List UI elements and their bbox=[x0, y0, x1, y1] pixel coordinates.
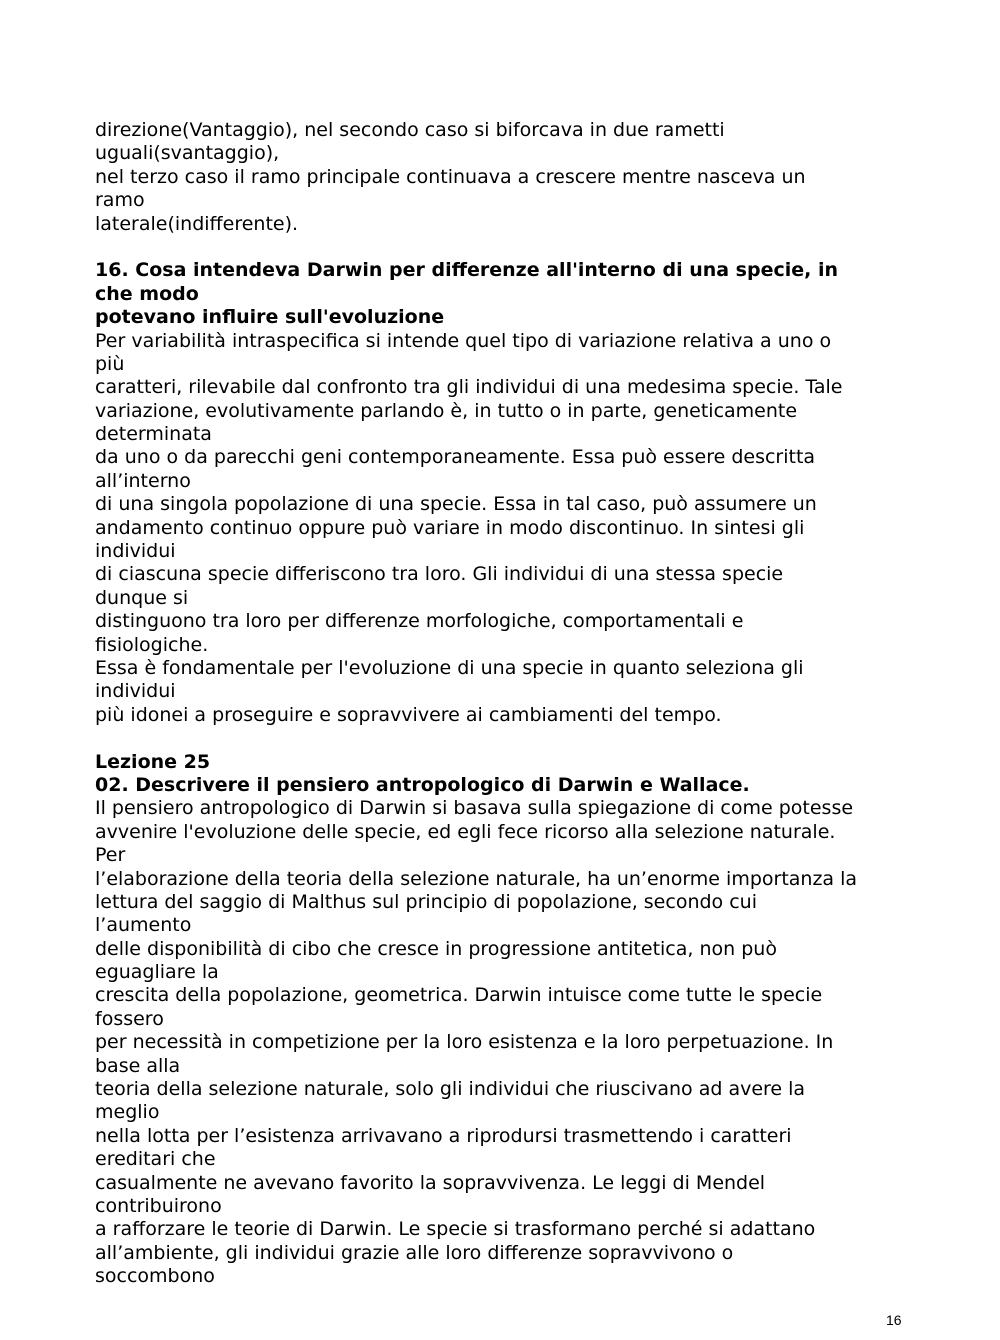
text-line: più bbox=[95, 352, 125, 375]
text-line: meglio bbox=[95, 1101, 160, 1124]
text-line: Per variabilità intraspecifica si intende quel tipo di variazione relativa a uno o bbox=[95, 329, 832, 352]
text-line: delle disponibilità di cibo che cresce in progressione antitetica, non può bbox=[95, 937, 777, 960]
paragraph-block bbox=[95, 119, 915, 236]
text-line: determinata bbox=[95, 423, 212, 446]
text-line: a rafforzare le teorie di Darwin. Le specie si trasformano perché si adattano bbox=[95, 1218, 816, 1241]
text-line: Il pensiero antropologico di Darwin si basava sulla spiegazione di come potesse bbox=[95, 797, 854, 820]
text-line: contribuirono bbox=[95, 1194, 222, 1217]
text-line: eguagliare la bbox=[95, 961, 219, 984]
text-line: casualmente ne avevano favorito la sopravvivenza. Le leggi di Mendel bbox=[95, 1171, 766, 1194]
document-page bbox=[95, 119, 915, 1289]
question-heading-line: 02. Descrivere il pensiero antropologico di Darwin e Wallace. bbox=[95, 773, 750, 796]
question-heading-line: che modo bbox=[95, 282, 199, 305]
page-number: 16 bbox=[886, 1312, 902, 1328]
text-line: soccombono bbox=[95, 1265, 215, 1288]
text-line: andamento continuo oppure può variare in modo discontinuo. In sintesi gli bbox=[95, 516, 805, 539]
lesson-title: Lezione 25 bbox=[95, 750, 211, 773]
text-line: più idonei a proseguire e sopravvivere ai cambiamenti del tempo. bbox=[95, 703, 722, 726]
lesson-25-section bbox=[95, 751, 915, 1289]
text-line: di una singola popolazione di una specie. Essa in tal caso, può assumere un bbox=[95, 493, 817, 516]
question-16-section bbox=[95, 259, 915, 727]
text-line: teoria della selezione naturale, solo gli individui che riuscivano ad avere la bbox=[95, 1078, 806, 1101]
paragraph-spacer bbox=[95, 236, 915, 259]
text-line: base alla bbox=[95, 1054, 181, 1077]
text-line: avvenire l'evoluzione delle specie, ed egli fece ricorso alla selezione naturale. bbox=[95, 820, 836, 843]
text-line: nella lotta per l’esistenza arrivavano a riprodursi trasmettendo i caratteri bbox=[95, 1124, 792, 1147]
text-line: lettura del saggio di Malthus sul principio di popolazione, secondo cui bbox=[95, 890, 757, 913]
text-line: Essa è fondamentale per l'evoluzione di una specie in quanto seleziona gli bbox=[95, 656, 804, 679]
text-line: distinguono tra loro per differenze morfologiche, comportamentali e bbox=[95, 610, 744, 633]
text-line: all’interno bbox=[95, 469, 191, 492]
text-line: all’ambiente, gli individui grazie alle loro differenze sopravvivono o bbox=[95, 1241, 734, 1264]
text-line: l’aumento bbox=[95, 914, 192, 937]
text-line: fisiologiche. bbox=[95, 633, 209, 656]
question-heading-line: potevano influire sull'evoluzione bbox=[95, 306, 445, 329]
question-heading-line: 16. Cosa intendeva Darwin per differenze all'interno di una specie, in bbox=[95, 259, 839, 282]
text-line: ramo bbox=[95, 189, 145, 212]
text-line: caratteri, rilevabile dal confronto tra gli individui di una medesima specie. Tale bbox=[95, 376, 843, 399]
text-line: nel terzo caso il ramo principale continuava a crescere mentre nasceva un bbox=[95, 165, 806, 188]
paragraph-spacer bbox=[95, 727, 915, 750]
text-line: per necessità in competizione per la loro esistenza e la loro perpetuazione. In bbox=[95, 1031, 834, 1054]
text-line: l’elaborazione della teoria della selezione naturale, ha un’enorme importanza la bbox=[95, 867, 858, 890]
text-line: uguali(svantaggio), bbox=[95, 142, 280, 165]
text-line: ereditari che bbox=[95, 1148, 216, 1171]
text-line: di ciascuna specie differiscono tra loro. Gli individui di una stessa specie bbox=[95, 563, 784, 586]
text-line: laterale(indifferente). bbox=[95, 212, 299, 235]
text-line: dunque si bbox=[95, 586, 189, 609]
text-line: direzione(Vantaggio), nel secondo caso si biforcava in due rametti bbox=[95, 119, 725, 141]
text-line: individui bbox=[95, 540, 176, 563]
text-line: fossero bbox=[95, 1007, 164, 1030]
text-line: individui bbox=[95, 680, 176, 703]
text-line: da uno o da parecchi geni contemporaneamente. Essa può essere descritta bbox=[95, 446, 816, 469]
text-line: Per bbox=[95, 844, 126, 867]
text-line: crescita della popolazione, geometrica. Darwin intuisce come tutte le specie bbox=[95, 984, 823, 1007]
text-line: variazione, evolutivamente parlando è, in tutto o in parte, geneticamente bbox=[95, 399, 798, 422]
